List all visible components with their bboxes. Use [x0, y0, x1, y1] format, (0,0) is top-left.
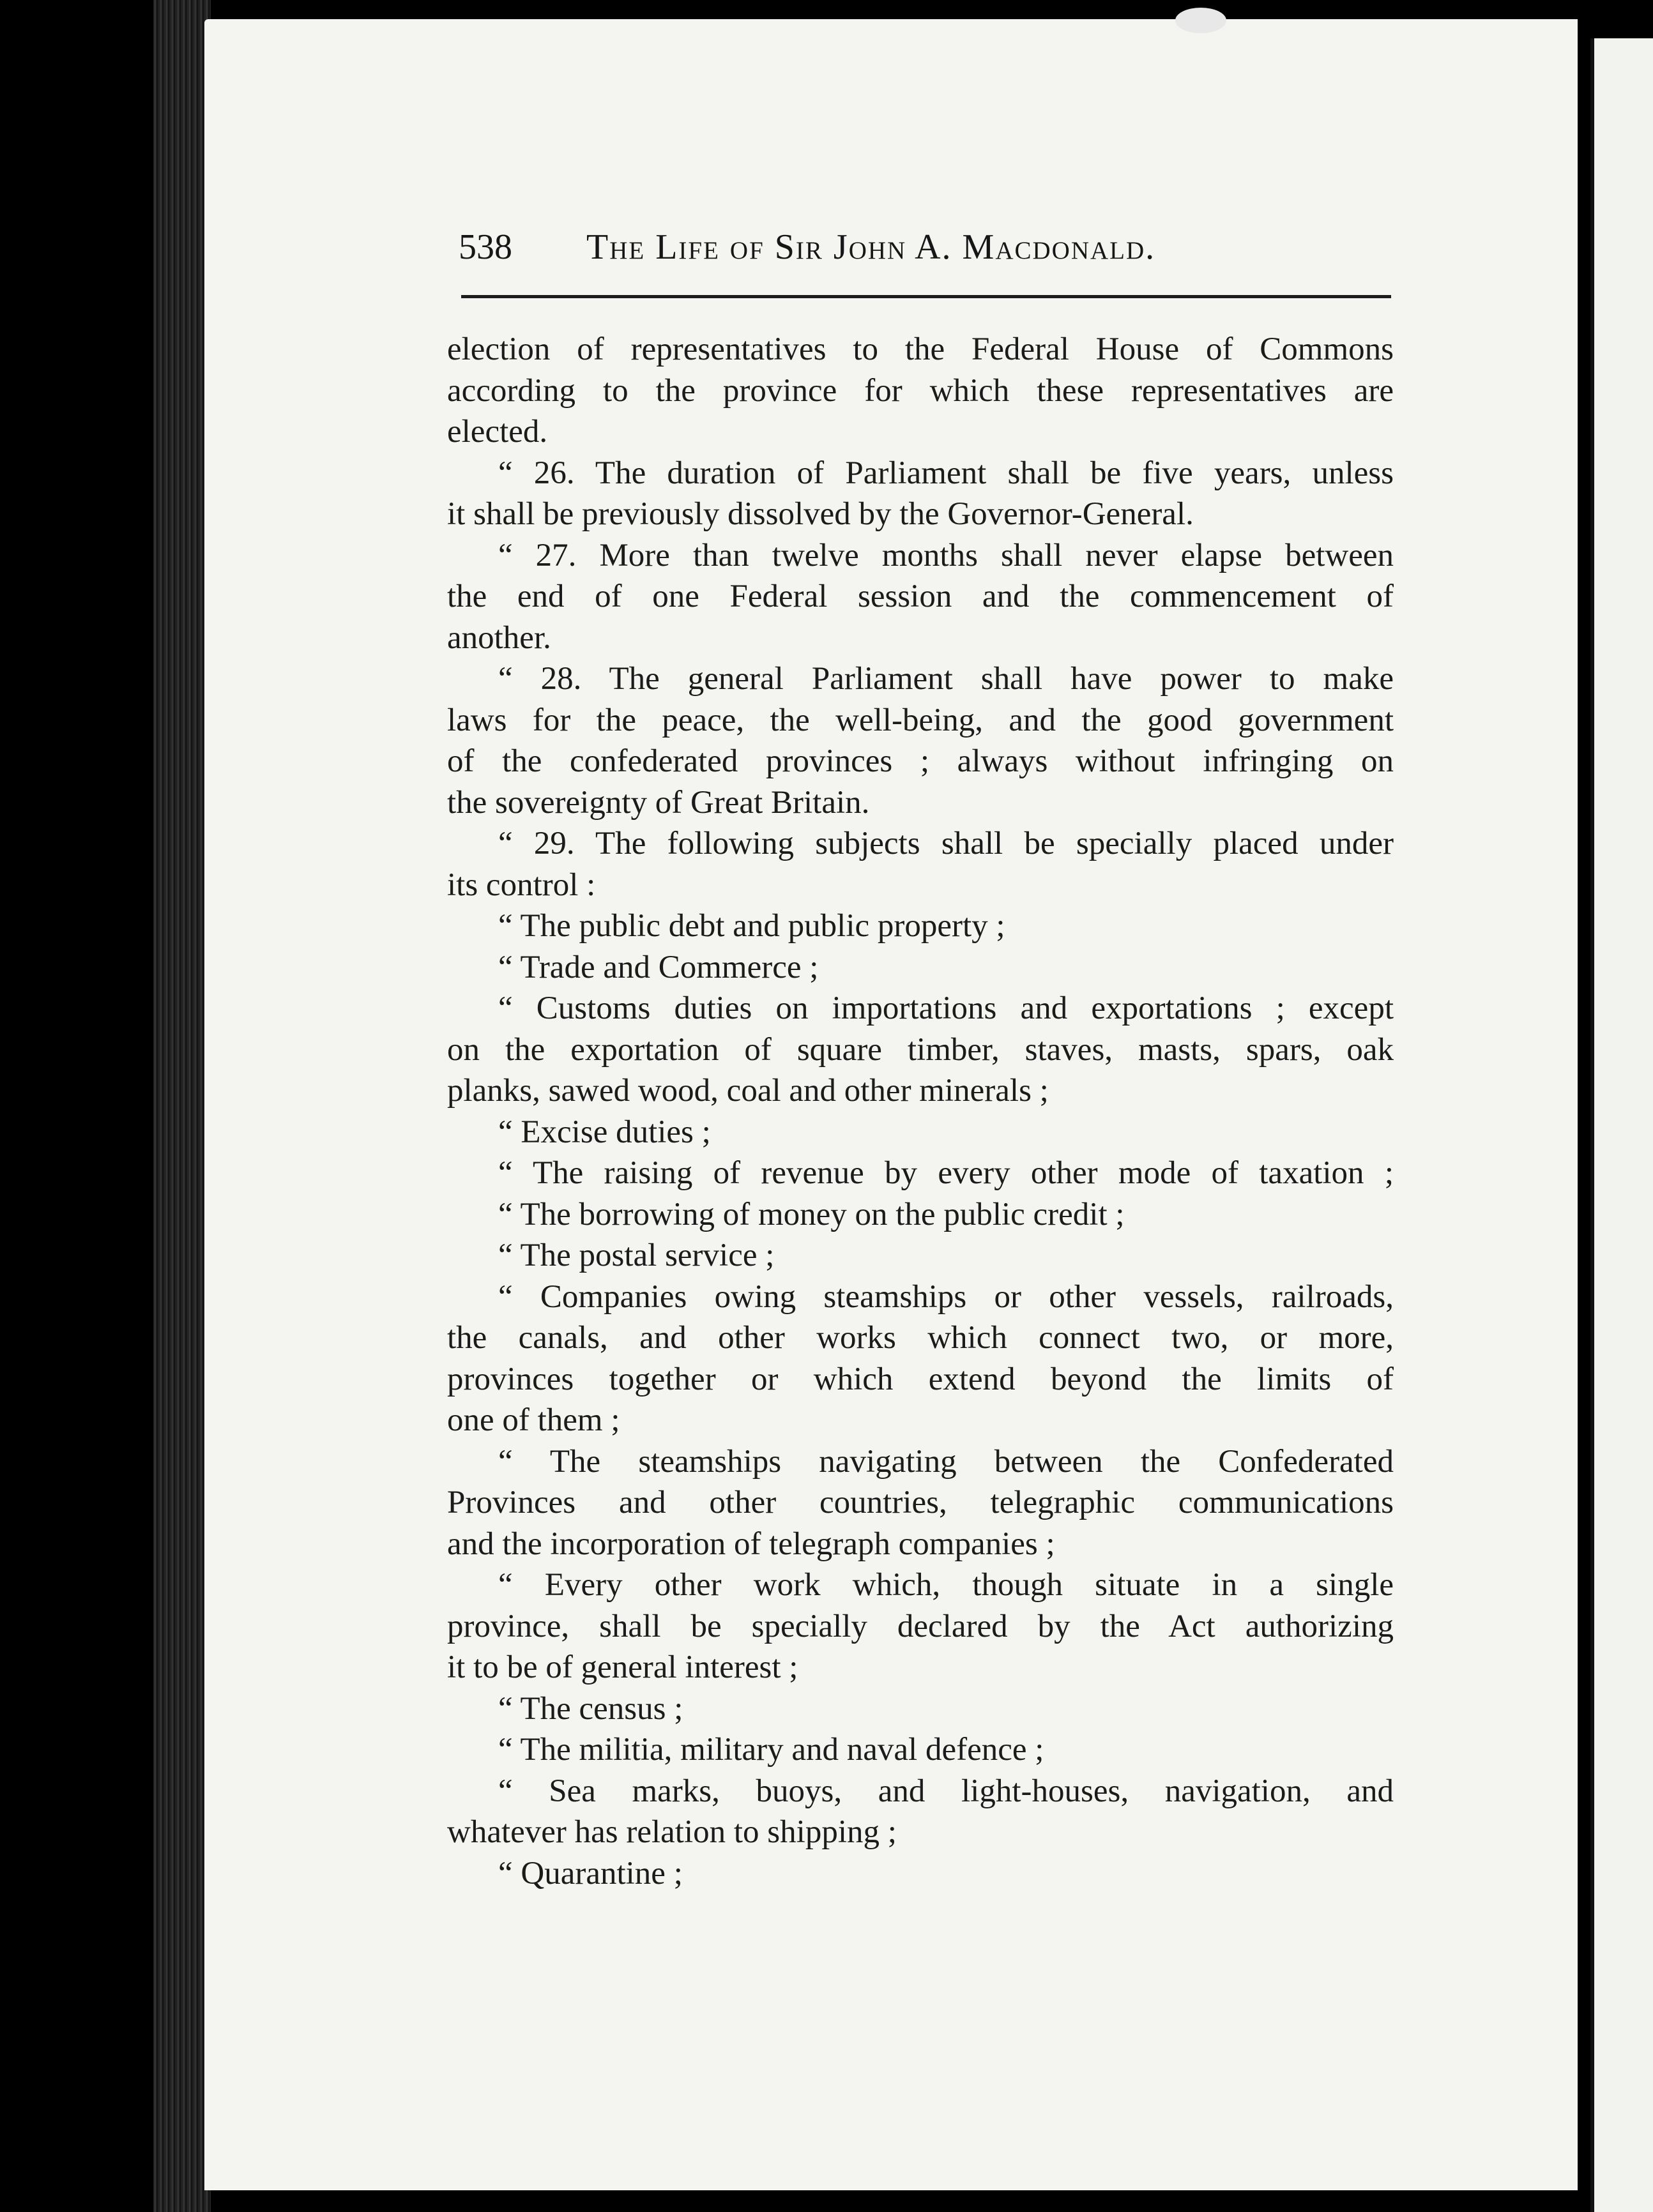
text-line: “ Every other work which, though situate in a single	[498, 1567, 1394, 1603]
text-line: “ 26. The duration of Parliament shall be five years, unless	[498, 455, 1394, 491]
text-line: according to the province for which these representatives are	[447, 372, 1394, 409]
text-line: and the incorporation of telegraph companies ;	[447, 1526, 1055, 1562]
book-page-edges	[153, 0, 211, 2212]
page-header	[459, 220, 1391, 291]
text-line: “ 29. The following subjects shall be specially placed under	[498, 826, 1394, 861]
text-line: “ Customs duties on importations and exportations ; except	[498, 990, 1394, 1026]
page-number: 538	[459, 227, 512, 267]
text-line: “ Quarantine ;	[498, 1855, 683, 1891]
body-text	[447, 329, 1394, 1894]
facing-page-edge	[1590, 38, 1653, 2212]
text-line: elected.	[447, 414, 548, 450]
text-line: “ 27. More than twelve months shall never elapse between	[498, 537, 1394, 573]
text-line: province, shall be specially declared by the Act authorizing	[447, 1608, 1394, 1644]
text-line: another.	[447, 619, 551, 656]
text-line: the sovereignty of Great Britain.	[447, 784, 870, 821]
text-line: provinces together or which extend beyond the limits of	[447, 1361, 1394, 1397]
text-line: “ The borrowing of money on the public credit ;	[498, 1196, 1125, 1232]
text-line: “ Trade and Commerce ;	[498, 949, 819, 985]
text-line: of the confederated provinces ; always without infringing on	[447, 743, 1394, 779]
text-line: whatever has relation to shipping ;	[447, 1814, 897, 1850]
text-line: the canals, and other works which connect two, or more,	[447, 1320, 1394, 1356]
text-line: the end of one Federal session and the commencement of	[447, 579, 1394, 614]
text-line: “ Sea marks, buoys, and light-houses, navigation, and	[498, 1773, 1394, 1809]
text-line: planks, sawed wood, coal and other minerals ;	[447, 1073, 1049, 1109]
running-title: The Life of Sir John A. Macdonald.	[586, 227, 1156, 267]
text-line: it to be of general interest ;	[447, 1649, 798, 1685]
scan-debris-mark	[1175, 8, 1226, 33]
text-line: “ The census ;	[498, 1690, 683, 1727]
text-line: “ The raising of revenue by every other mode of taxation ;	[498, 1155, 1394, 1191]
text-line: election of representatives to the Federal House of Commons	[447, 331, 1394, 367]
text-line: “ Companies owing steamships or other vessels, railroads,	[498, 1278, 1394, 1315]
text-line: “ 28. The general Parliament shall have power to make	[498, 661, 1394, 697]
text-line: “ The postal service ;	[498, 1238, 775, 1273]
text-line: Provinces and other countries, telegraphic communications	[447, 1485, 1394, 1520]
text-line: it shall be previously dissolved by the Governor-General.	[447, 496, 1194, 532]
text-line: laws for the peace, the well-being, and the good government	[447, 702, 1394, 738]
text-line: “ The militia, military and naval defence ;	[498, 1732, 1044, 1768]
text-line: on the exportation of square timber, staves, masts, spars, oak	[447, 1031, 1394, 1068]
text-line: “ Excise duties ;	[498, 1114, 711, 1150]
header-rule	[461, 295, 1391, 298]
text-line: “ The steamships navigating between the Confederated	[498, 1443, 1394, 1480]
text-line: “ The public debt and public property ;	[498, 908, 1005, 944]
text-line: its control :	[447, 867, 596, 903]
text-line: one of them ;	[447, 1402, 620, 1438]
